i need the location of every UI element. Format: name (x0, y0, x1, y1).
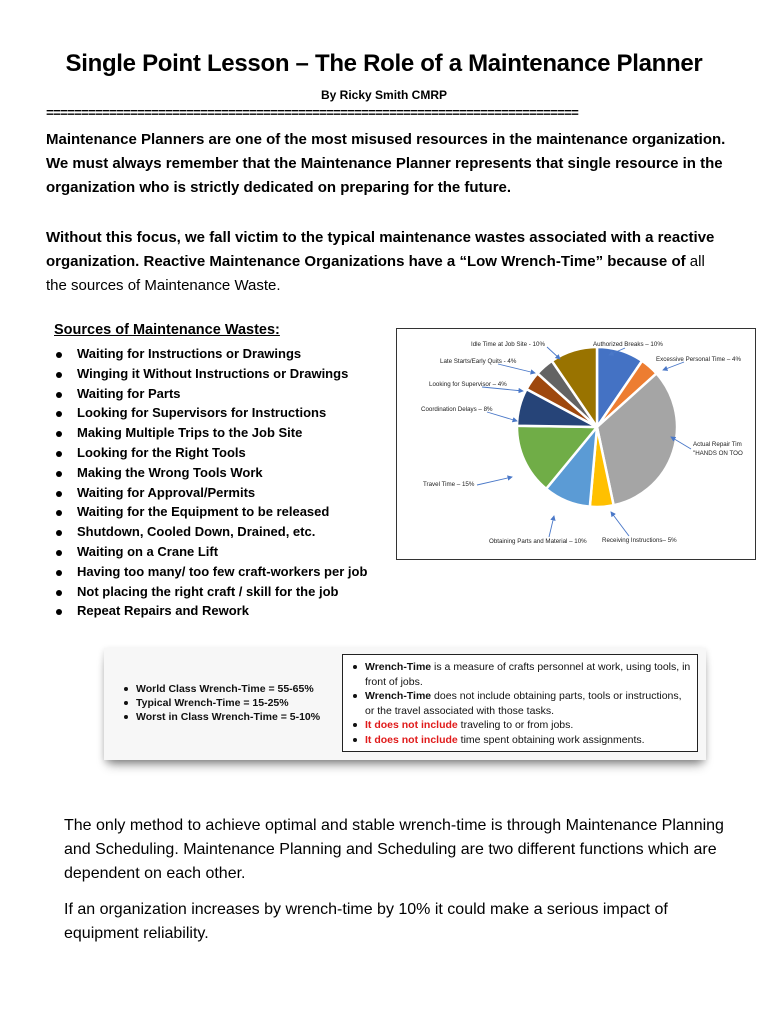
source-item: Waiting on a Crane Lift (54, 542, 367, 562)
intro-paragraph-2 (46, 226, 726, 298)
source-item: Waiting for the Equipment to be released (54, 502, 367, 522)
source-item: Winging it Without Instructions or Drawings (54, 364, 367, 384)
wrench-time-panel (104, 648, 706, 760)
pie-label-looking-supervisor: Looking for Supervisor – 4% (429, 381, 507, 388)
source-item: Having too many/ too few craft-workers per job (54, 562, 367, 582)
definition-keyword: Wrench-Time (365, 690, 432, 702)
source-item: Waiting for Instructions or Drawings (54, 344, 367, 364)
source-item: Making Multiple Trips to the Job Site (54, 423, 367, 443)
definition-keyword: Wrench-Time (365, 661, 432, 673)
closing-paragraph-2: If an organization increases by wrench-time by 10% it could make a serious impact of equipment reliability. (64, 901, 668, 942)
pie-label-obtaining-parts: Obtaining Parts and Material – 10% (489, 538, 587, 545)
pie-leader-line (663, 362, 684, 370)
intro-paragraph-1: Maintenance Planners are one of the most misused resources in the maintenance organization. We must always remember that the Maintenance Planner represents that single resource in the organization who is strictly dedicated on preparing for the future. (46, 131, 726, 196)
pie-label-excessive-personal: Excessive Personal Time – 4% (656, 356, 741, 363)
pie-label-receiving-instructions: Receiving Instructions– 5% (602, 537, 677, 544)
closing-paragraph-1: The only method to achieve optimal and stable wrench-time is through Maintenance Planning and Scheduling. Maintenance Planning and Scheduling are two different functions which are dependent on each other. (64, 817, 724, 882)
waste-pie-chart (396, 328, 756, 560)
pie-leader-line (547, 347, 560, 359)
source-item: Repeat Repairs and Rework (54, 601, 367, 621)
pie-leader-line (549, 516, 554, 537)
pie-label-authorized-breaks: Authorized Breaks – 10% (593, 341, 663, 348)
wrench-time-definition-box (342, 654, 698, 752)
source-item: Waiting for Approval/Permits (54, 483, 367, 503)
intro-paragraph-2-rest: all the sources of Maintenance Waste. (46, 253, 705, 294)
definition-keyword-red: It does not include (365, 719, 458, 731)
pie-leader-line (477, 477, 512, 485)
wrench-time-definitions (351, 660, 691, 747)
pie-chart-svg (397, 329, 755, 559)
source-item: Shutdown, Cooled Down, Drained, etc. (54, 522, 367, 542)
source-item: Looking for Supervisors for Instructions (54, 403, 367, 423)
definition-text: traveling to or from jobs. (457, 719, 574, 731)
sources-list (54, 344, 367, 621)
pie-label-actual-repair-line1: Actual Repair Tim (693, 441, 742, 448)
sources-heading: Sources of Maintenance Wastes: (54, 322, 280, 338)
definition-text: is a measure of crafts personnel at work, using tools, in front of jobs. (365, 661, 691, 688)
source-item: Waiting for Parts (54, 384, 367, 404)
separator-rule: ============================================================================ (46, 106, 579, 121)
source-item: Looking for the Right Tools (54, 443, 367, 463)
intro-paragraph-2-bold: Without this focus, we fall victim to the typical maintenance wastes associated with a reactive organization. Reactive Maintenance Organizations have a “Low Wrench-Time” because of (46, 229, 715, 270)
benchmark-item: Typical Wrench-Time = 15-25% (122, 696, 320, 710)
benchmark-item: Worst in Class Wrench-Time = 5-10% (122, 710, 320, 724)
pie-label-coordination-delays: Coordination Delays – 8% (421, 406, 493, 413)
pie-slices (517, 347, 677, 507)
definition-text: does not include obtaining parts, tools or instructions, or the travel associated with those tasks. (365, 690, 682, 717)
benchmark-item: World Class Wrench-Time = 55-65% (122, 682, 320, 696)
author-byline: By Ricky Smith CMRP (320, 88, 448, 102)
definition-keyword-red: It does not include (365, 733, 458, 746)
page-title: Single Point Lesson – The Role of a Maintenance Planner (65, 50, 703, 77)
wrench-time-benchmarks (122, 682, 320, 724)
pie-label-actual-repair-line2: "HANDS ON TOO (693, 450, 743, 457)
definition-item (351, 718, 691, 733)
pie-leader-line (611, 512, 629, 536)
definition-item (351, 689, 691, 718)
definition-item (351, 660, 691, 689)
source-item: Making the Wrong Tools Work (54, 463, 367, 483)
pie-leader-line (498, 364, 535, 373)
pie-leader-line (487, 412, 517, 421)
pie-label-late-starts: Late Starts/Early Quits - 4% (440, 358, 517, 365)
definition-item (351, 733, 691, 748)
source-item: Not placing the right craft / skill for the job (54, 582, 367, 602)
definition-text: time spent obtaining work assignments. (457, 733, 645, 746)
pie-label-travel-time: Travel Time – 15% (423, 481, 475, 488)
pie-label-idle-time: Idle Time at Job Site - 10% (471, 341, 545, 348)
